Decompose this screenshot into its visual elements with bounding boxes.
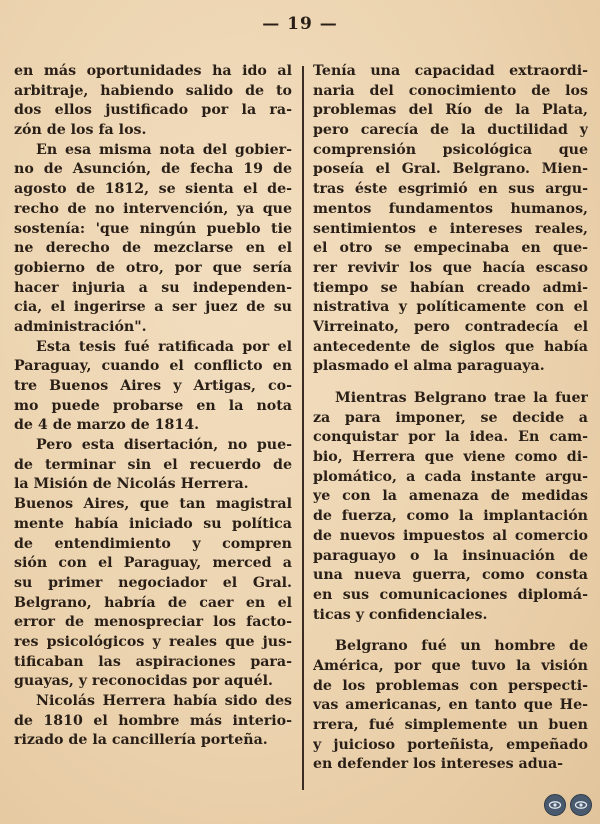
text-line: conquistar por la idea. En cam- — [313, 429, 588, 446]
text-line: una nueva guerra, como consta — [313, 567, 588, 584]
text-line: Tenía una capacidad extraordi- — [313, 63, 588, 79]
text-line: vas americanas, en tanto que He- — [313, 697, 588, 714]
text-line: nistrativa y políticamente con el — [313, 299, 588, 316]
text-line: En esa misma nota del gobier- — [36, 141, 292, 158]
paragraph — [14, 141, 292, 338]
text-line: su primer negociador el Gral. — [14, 574, 292, 591]
text-line: Paraguay, cuando el conflicto en — [14, 358, 292, 375]
text-line: mentos fundamentos humanos, — [313, 200, 588, 217]
text-line: sostenía: 'que ningún pueblo tie — [14, 220, 292, 237]
text-line: rrera, fué simplemente un buen — [313, 717, 588, 733]
watermark-badge — [544, 794, 592, 816]
text-line: bio, Herrera que viene como di- — [313, 449, 588, 466]
text-line: Belgrano, habría de caer en el — [14, 594, 292, 611]
right-text-column — [313, 62, 588, 775]
eye-icon — [570, 794, 592, 816]
text-line: Nicolás Herrera había sido des — [36, 693, 292, 709]
text-line: ticas y confidenciales. — [313, 606, 488, 623]
text-line: de entendimiento y compren — [14, 535, 292, 552]
text-line: rizado de la cancillería porteña. — [14, 732, 268, 749]
text-line: ye con la amenaza de medidas — [313, 488, 588, 505]
text-line: za para imponer, se decide a — [313, 409, 588, 426]
text-line: de terminar sin el recuerdo de — [14, 456, 292, 473]
text-line: América, por que tuvo la visión — [313, 657, 588, 674]
text-line: Pero esta disertación, no pue- — [36, 437, 292, 454]
text-line: Virreinato, pero contradecía el — [313, 318, 588, 335]
text-line: tre Buenos Aires y Artigas, co- — [14, 378, 292, 394]
paragraph-gap — [313, 625, 588, 637]
text-line: en defender los intereses adua- — [313, 756, 564, 773]
text-line: recho de no intervención, ya que — [14, 200, 292, 217]
paragraph-gap — [313, 377, 588, 389]
text-line: y juicioso porteñista, empeñado — [313, 736, 588, 753]
text-line: Belgrano fué un hombre de — [335, 638, 588, 655]
column-divider — [302, 66, 304, 790]
text-line: poseía el Gral. Belgrano. Mien- — [313, 161, 588, 178]
text-line: rer revivir los que hacía escaso — [313, 259, 588, 276]
text-line: error de menospreciar los facto- — [14, 614, 292, 631]
text-line: Esta tesis fué ratificada por el — [36, 338, 292, 355]
text-line: comprensión psicológica que — [313, 141, 588, 158]
paragraph — [14, 338, 292, 436]
text-line: agosto de 1812, se sienta el de- — [14, 181, 292, 198]
text-line: mo puede probarse en la nota — [14, 397, 292, 414]
text-line: sentimientos e intereses reales, — [313, 220, 588, 237]
text-line: plomático, a cada instante argu- — [313, 468, 588, 485]
text-line: tras éste esgrimió en sus argu- — [313, 181, 588, 198]
text-line: de nuevos impuestos al comercio — [313, 527, 588, 544]
text-line: naria del conocimiento de los — [313, 82, 588, 99]
text-line: mente había iniciado su política — [14, 515, 292, 532]
text-line: la Misión de Nicolás Herrera. — [14, 476, 249, 493]
text-line: hacer injuria a su independen- — [14, 279, 292, 296]
paragraph — [14, 495, 292, 692]
paragraph — [313, 62, 588, 377]
text-line: res psicológicos y reales que jus- — [14, 633, 292, 650]
text-line: paraguayo o la insinuación de — [313, 547, 588, 564]
text-line: tificaban las aspiraciones para- — [14, 653, 292, 670]
text-line: de 4 de marzo de 1814. — [14, 417, 200, 434]
left-text-column — [14, 62, 292, 751]
text-line: problemas del Río de la Plata, — [313, 102, 588, 119]
text-line: Buenos Aires, que tan magistral — [14, 496, 292, 513]
text-line: ne derecho de mezclarse en el — [14, 240, 292, 257]
text-line: plasmado el alma paraguaya. — [313, 358, 545, 375]
text-line: en sus comunicaciones diplomá- — [313, 586, 588, 603]
text-line: en más oportunidades ha ido al — [14, 63, 292, 79]
text-line: pero carecía de la ductilidad y — [313, 122, 588, 139]
paragraph — [313, 637, 588, 775]
paragraph — [14, 436, 292, 495]
page-number: — 19 — — [262, 14, 338, 34]
text-line: de fuerza, como la implantación — [313, 508, 588, 525]
text-line: el otro se empecinaba en que- — [313, 240, 588, 257]
text-line: tiempo se habían creado admi- — [313, 279, 588, 296]
text-line: guayas, y reconocidas por aquél. — [14, 673, 273, 690]
text-line: administración". — [14, 318, 147, 335]
text-line: dos ellos justificado por la ra- — [14, 102, 292, 119]
text-line: no de Asunción, de fecha 19 de — [14, 161, 292, 178]
text-line: antecedente de siglos que había — [313, 338, 588, 355]
text-line: cia, el ingerirse a ser juez de su — [14, 299, 292, 316]
text-line: Mientras Belgrano trae la fuer — [335, 390, 588, 406]
paragraph — [14, 62, 292, 141]
text-line: de 1810 el hombre más interio- — [14, 712, 292, 729]
text-line: gobierno de otro, por que sería — [14, 259, 292, 276]
text-line: zón de los fa los. — [14, 122, 147, 139]
text-line: de los problemas con perspecti- — [313, 677, 588, 694]
eye-icon — [544, 794, 566, 816]
text-line: arbitraje, habiendo salido de to — [14, 82, 292, 99]
text-line: sión con el Paraguay, merced a — [14, 555, 292, 572]
paragraph — [14, 692, 292, 751]
paragraph — [313, 389, 588, 625]
